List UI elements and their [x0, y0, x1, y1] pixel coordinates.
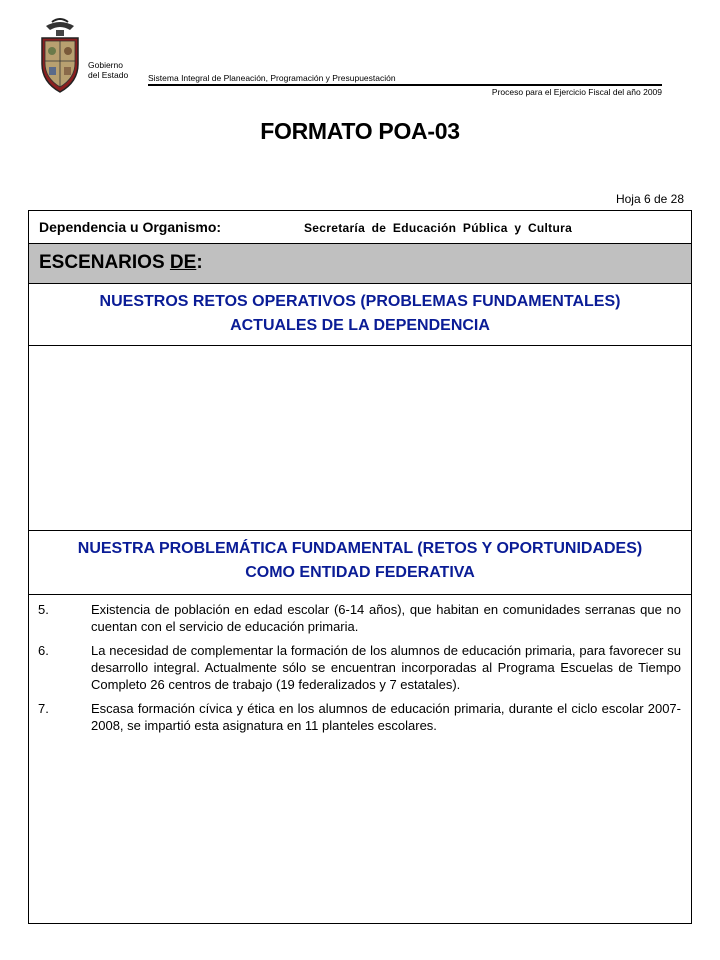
dependency-row [29, 211, 691, 244]
scenarios-band [29, 244, 691, 284]
list-item-text: La necesidad de complementar la formación de los alumnos de educación primaria, para favorecer su desarrollo integral. Actualmente sólo se encuentran incorporadas al Programa Escuelas de Tiempo Completo 26 centros de trabajo (19 federalizados y 7 estatales). [91, 643, 681, 692]
system-title: Sistema Integral de Planeación, Programación y Presupuestación [148, 73, 396, 83]
list-item-number: 7. [38, 701, 49, 716]
page-title: FORMATO POA-03 [260, 118, 460, 144]
list-item [35, 700, 681, 734]
problem-list [35, 601, 681, 741]
section-1-title: NUESTROS RETOS OPERATIVOS (PROBLEMAS FUNDAMENTALES) ACTUALES DE LA DEPENDENCIA [99, 293, 621, 334]
list-item-text: Existencia de población en edad escolar (6-14 años), que habitan en comunidades serranas que no cuentan con el servicio de educación primaria. [91, 602, 681, 634]
section-1-body [29, 346, 691, 531]
scenarios-label [39, 252, 203, 274]
section-2-title: NUESTRA PROBLEMÁTICA FUNDAMENTAL (RETOS Y OPORTUNIDADES) COMO ENTIDAD FEDERATIVA [77, 540, 643, 581]
section-1-header [29, 284, 691, 346]
list-item [35, 642, 681, 693]
dependency-label: Dependencia u Organismo: [39, 219, 222, 235]
list-item-text: Escasa formación cívica y ética en los alumnos de educación primaria, durante el ciclo escolar 2007-2008, se impartió esta asignatura en 11 planteles escolares. [91, 701, 681, 733]
section-2-body [29, 595, 691, 923]
state-coat-of-arms-icon [36, 16, 84, 96]
sheet-number: Hoja 6 de 28 [615, 192, 684, 206]
scenarios-suffix: : [196, 252, 203, 273]
government-label [88, 60, 128, 80]
gov-line-2: del Estado [88, 70, 129, 80]
section-2-header [29, 531, 691, 595]
header-divider [148, 84, 662, 86]
scenarios-underlined: DE [169, 252, 197, 273]
gov-line-1: Gobierno [88, 60, 123, 70]
dependency-value: Secretaría de Educación Pública y Cultura [304, 221, 573, 235]
poa-form [28, 210, 692, 924]
scenarios-prefix: ESCENARIOS [39, 252, 170, 273]
list-item [35, 601, 681, 635]
list-item-number: 5. [38, 602, 49, 617]
list-item-number: 6. [38, 643, 49, 658]
process-label: Proceso para el Ejercicio Fiscal del año 2009 [491, 87, 662, 97]
